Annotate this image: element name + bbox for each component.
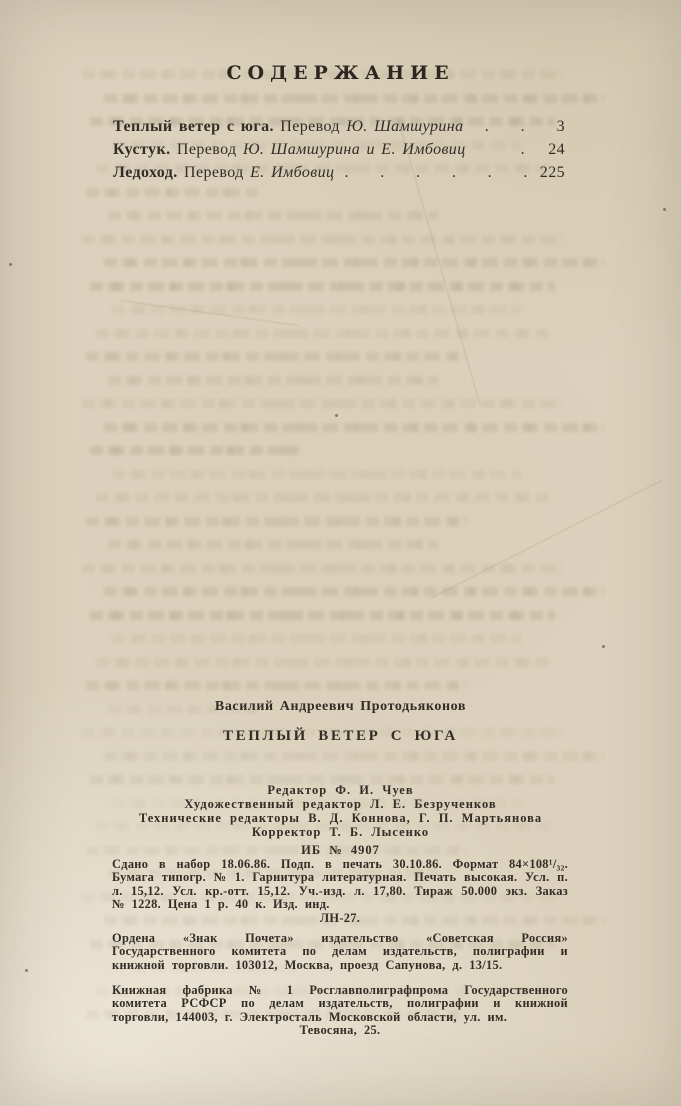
printing-house-address-line: Тевосяна, 25. bbox=[299, 1023, 381, 1038]
toc-page-number: 24 bbox=[548, 141, 565, 158]
printing-house-block bbox=[112, 984, 568, 1038]
toc-dot-leader: . bbox=[520, 141, 525, 158]
toc-entry bbox=[113, 164, 565, 187]
toc-entry-label: Перевод bbox=[273, 118, 347, 135]
publisher-block bbox=[112, 932, 568, 972]
book-title: ТЕПЛЫЙ ВЕТЕР С ЮГА bbox=[223, 728, 458, 744]
toc-page-number: 3 bbox=[556, 118, 565, 135]
author-name: Василий Андреевич Протодьяконов bbox=[214, 699, 467, 714]
publisher-text: Ордена «Знак Почета» издательство «Советская Россия» Государственного комитета по делам издательств, полиграфии и книжной торговли. 103012, Москва, проезд Сапунова, д. 13/15. bbox=[112, 931, 568, 972]
toc-entry-title: Теплый ветер с юга. bbox=[113, 118, 274, 135]
technical-editors-line: Технические редакторы В. Д. Коннова, Г. П. Мартьянова bbox=[138, 811, 543, 825]
proofreader-line: Корректор Т. Б. Лысенко bbox=[251, 825, 430, 839]
toc-entry-label: Перевод bbox=[177, 164, 251, 181]
print-specifications-text: Сдано в набор 18.06.86. Подп. в печать 30.10.86. Формат 84×108¹/₃₂. Бумага типогр. № 1. Гарнитура литературная. Печать высокая. Усл. п. л. 15,12. Усл. кр.-отт. 15,12. Уч.-изд. л. 17,80. Тираж 50.000 экз. Заказ № 1228. Цена 1 р. 40 к. Изд. инд. bbox=[112, 857, 568, 912]
printing-house-text: Книжная фабрика № 1 Росглавполиграфпрома Государственного комитета РСФСР по делам издательств, полиграфии и книжной торговли, 144003, г. Электросталь Московской области, ул. им. bbox=[112, 983, 568, 1024]
toc-page-number: 225 bbox=[539, 164, 565, 181]
print-index-line: ЛН-27. bbox=[319, 910, 361, 925]
toc-entry-title: Кустук. bbox=[113, 141, 171, 158]
toc-entry-translator: Е. Имбовиц bbox=[250, 164, 335, 181]
toc-entry-label: Перевод bbox=[170, 141, 243, 158]
editor-line: Редактор Ф. И. Чуев bbox=[267, 783, 414, 797]
toc-dot-leader: . . bbox=[484, 118, 525, 135]
toc-entry bbox=[113, 141, 565, 164]
toc-entry-title: Ледоход. bbox=[113, 164, 178, 181]
print-specifications bbox=[112, 858, 568, 925]
table-of-contents bbox=[113, 118, 565, 187]
toc-entry-translator: Ю. Шамшурина и Е. Имбовиц bbox=[242, 141, 466, 158]
toc-dot-leader: . . . . . . bbox=[344, 164, 528, 181]
editorial-staff bbox=[0, 783, 681, 839]
toc-entry-translator: Ю. Шамшурина bbox=[346, 118, 464, 135]
toc-heading: СОДЕРЖАНИЕ bbox=[226, 62, 455, 84]
toc-entry bbox=[113, 118, 565, 141]
ib-number: ИБ № 4907 bbox=[301, 843, 380, 857]
art-editor-line: Художественный редактор Л. Е. Безрученков bbox=[184, 797, 497, 811]
